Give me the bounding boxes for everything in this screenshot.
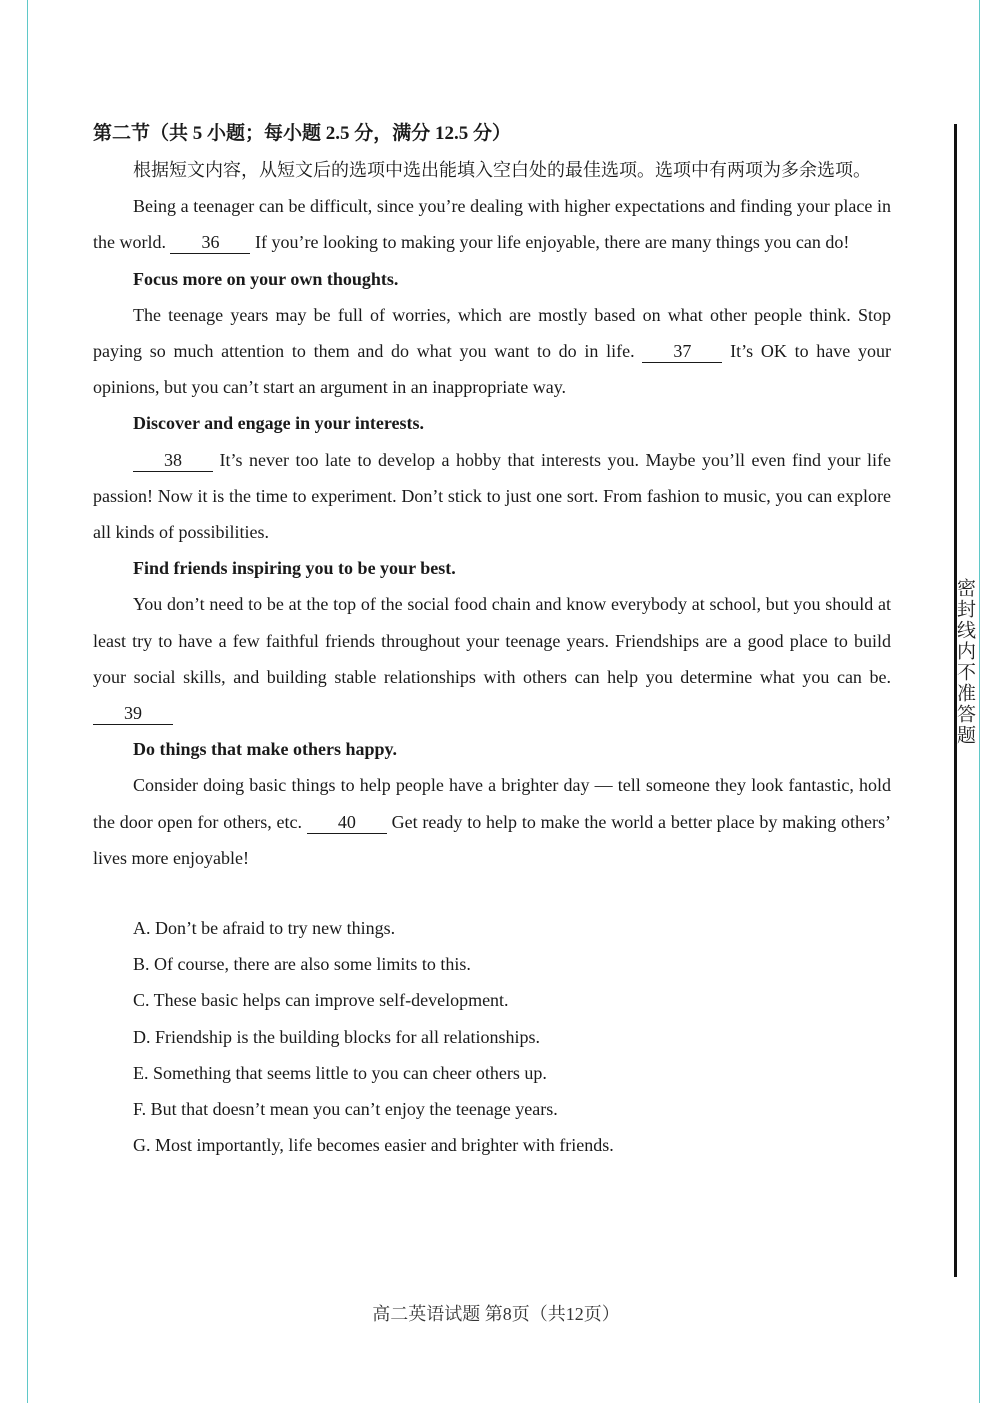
paragraph-4 bbox=[93, 586, 891, 731]
paragraph-2-text-a: The teenage years may be full of worries, which are mostly based on what other people think. Stop paying so much attention to them and do what you want to do in life. bbox=[93, 304, 891, 362]
answer-options bbox=[93, 910, 891, 1163]
paragraph-5-text-b: Get ready to help to make the world a better place by making others’ lives more enjoyable! bbox=[93, 811, 892, 868]
left-margin-rule bbox=[27, 0, 28, 1403]
option-b: B. Of course, there are also some limits to this. bbox=[133, 954, 471, 975]
paragraph-3 bbox=[93, 442, 891, 551]
blank-40[interactable]: 40 bbox=[307, 811, 387, 834]
paragraph-1-text-b: If you’re looking to making your life enjoyable, there are many things you can do! bbox=[254, 232, 850, 253]
option-e: E. Something that seems little to you can cheer others up. bbox=[133, 1062, 547, 1083]
paragraph-5 bbox=[93, 767, 891, 876]
blank-37[interactable]: 37 bbox=[642, 340, 722, 363]
right-margin-rule bbox=[979, 0, 980, 1403]
option-f: F. But that doesn’t mean you can’t enjoy the teenage years. bbox=[133, 1099, 558, 1120]
paragraph-1-text-a: Being a teenager can be difficult, since you’re dealing with higher expectations and finding your place in the world. bbox=[93, 196, 891, 253]
paragraph-1 bbox=[93, 188, 891, 260]
paragraph-2 bbox=[93, 297, 891, 406]
blank-39[interactable]: 39 bbox=[93, 702, 173, 725]
option-d: D. Friendship is the building blocks for all relationships. bbox=[133, 1026, 540, 1047]
section-instruction: 根据短文内容，从短文后的选项中选出能填入空白处的最佳选项。选项中有两项为多余选项。 bbox=[133, 160, 871, 180]
page-footer: 高二英语试题 第8页（共12页） bbox=[372, 1304, 620, 1324]
option-c: C. These basic helps can improve self-development. bbox=[133, 990, 509, 1011]
page-content bbox=[93, 116, 891, 1163]
blank-38[interactable]: 38 bbox=[133, 449, 213, 472]
section-title: 第二节（共 5 小题；每小题 2.5 分，满分 12.5 分） bbox=[93, 123, 512, 144]
option-a: A. Don’t be afraid to try new things. bbox=[133, 918, 396, 939]
option-g: G. Most importantly, life becomes easier and brighter with friends. bbox=[133, 1135, 614, 1156]
subheading-2: Discover and engage in your interests. bbox=[133, 413, 424, 434]
subheading-4: Do things that make others happy. bbox=[133, 739, 398, 760]
paragraph-4-text-a: You don’t need to be at the top of the social food chain and know everybody at school, but you should at least try to have a few faithful friends throughout your teenage years. Friendships are a good place to build your social skills, and building stable relationships with others can help you determine what you can be. bbox=[93, 594, 891, 687]
subheading-3: Find friends inspiring you to be your best. bbox=[133, 558, 456, 579]
paragraph-3-text-b: It’s never too late to develop a hobby that interests you. Maybe you’ll even find your life passion! Now it is the time to experiment. Don’t stick to just one sort. From fashion to music, you can explore all kinds of possibilities. bbox=[93, 449, 891, 543]
seal-line-notice: 密封线内不准答题 bbox=[954, 578, 975, 746]
blank-36[interactable]: 36 bbox=[170, 231, 250, 254]
paragraph-5-text-a: Consider doing basic things to help people have a brighter day — tell someone they look fantastic, hold the door open for others, etc. bbox=[93, 775, 891, 832]
paragraph-2-text-b: It’s OK to have your opinions, but you can’t start an argument in an inappropriate way. bbox=[93, 341, 892, 398]
subheading-1: Focus more on your own thoughts. bbox=[133, 268, 399, 289]
